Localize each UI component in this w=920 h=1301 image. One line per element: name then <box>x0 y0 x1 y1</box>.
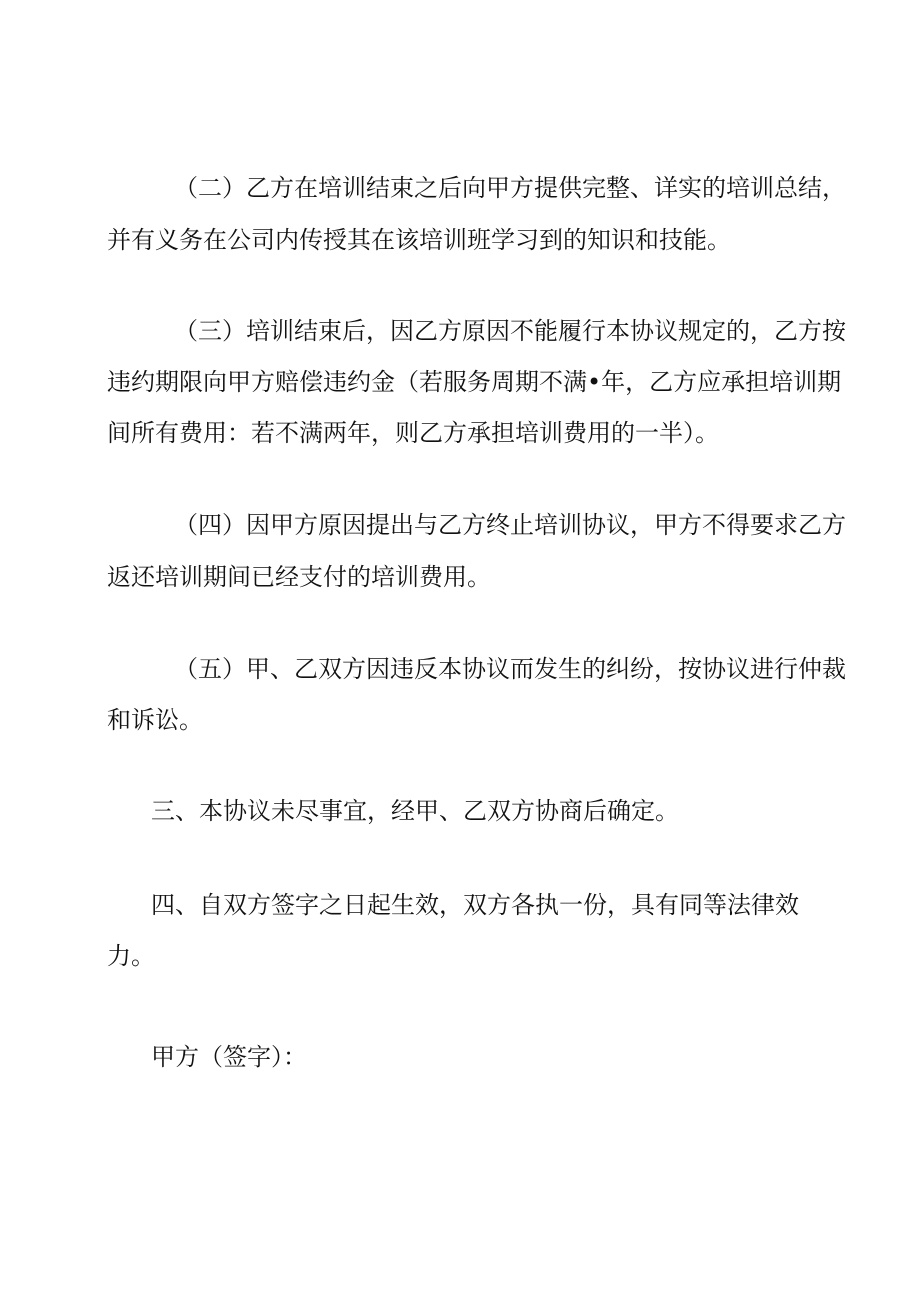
clause-2-line-1: （二）乙方在培训结束之后向甲方提供完整、详实的培训总结， <box>174 174 846 202</box>
clause-4-line-1: （四）因甲方原因提出与乙方终止培训协议，甲方不得要求乙方 <box>174 511 846 539</box>
article-4-line-1: 四、自双方签字之日起生效，双方各执一份，具有同等法律效 <box>151 891 799 919</box>
party-a-signature-label: 甲方（签字）： <box>151 1043 307 1071</box>
clause-4-line-2: 返还培训期间已经支付的培训费用。 <box>107 563 491 591</box>
article-3-line-1: 三、本协议未尽事宜，经甲、乙双方协商后确定。 <box>151 797 679 825</box>
clause-2-line-2: 并有义务在公司内传授其在该培训班学习到的知识和技能。 <box>107 226 731 254</box>
clause-5-line-1: （五）甲、乙双方因违反本协议而发生的纠纷，按协议进行仲裁 <box>174 655 846 683</box>
clause-5-line-2: 和诉讼。 <box>107 706 203 734</box>
clause-3-line-2: 违约期限向甲方赔偿违约金（若服务周期不满•年，乙方应承担培训期 <box>107 368 842 396</box>
article-4-line-2: 力。 <box>107 942 155 970</box>
clause-3-line-3: 间所有费用：若不满两年，则乙方承担培训费用的一半）。 <box>107 419 719 447</box>
clause-3-line-1: （三）培训结束后，因乙方原因不能履行本协议规定的，乙方按 <box>174 317 846 345</box>
